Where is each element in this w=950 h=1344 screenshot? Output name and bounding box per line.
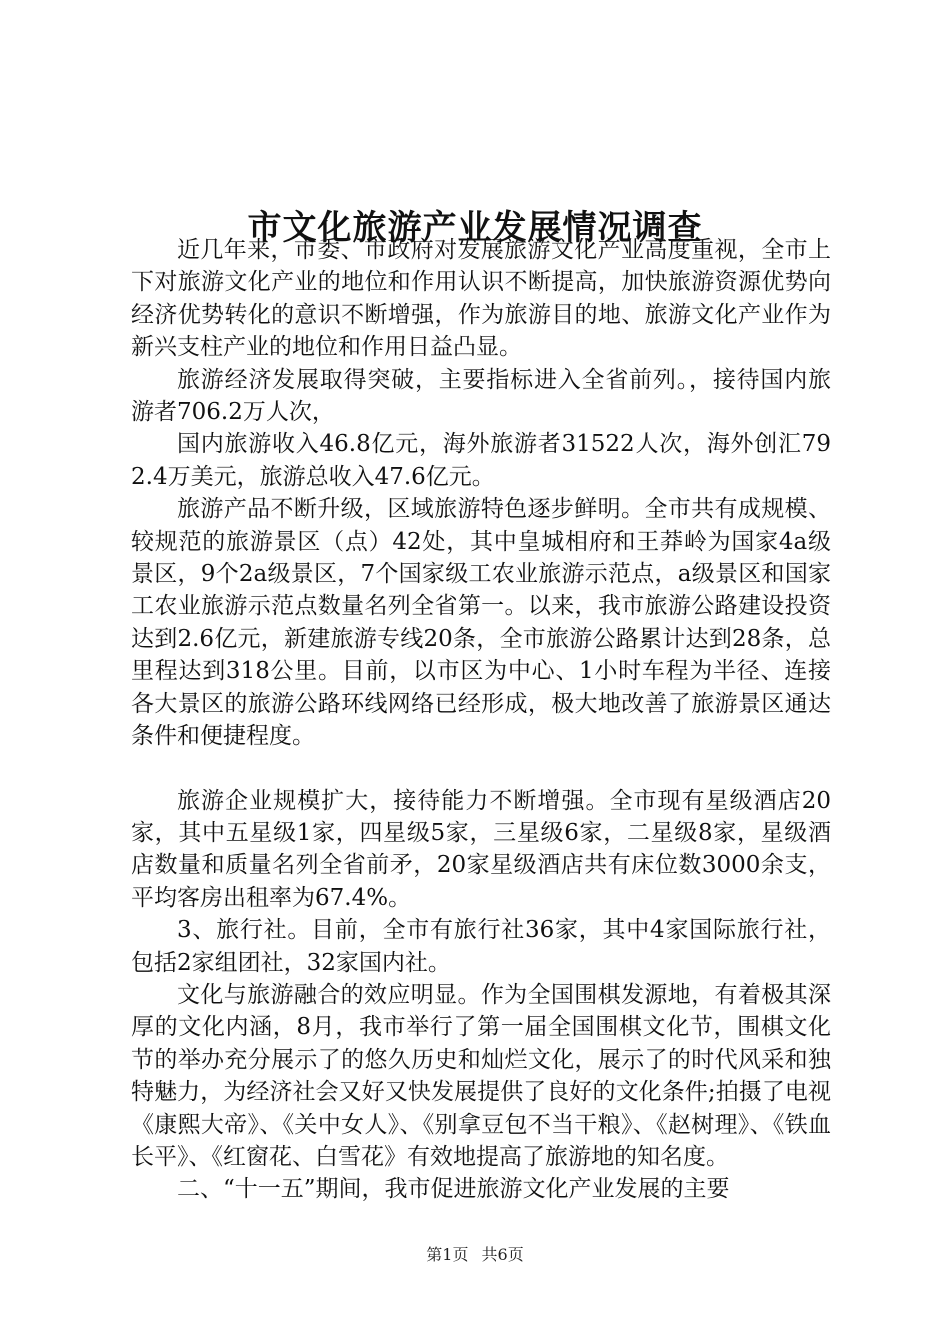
page-number: 第1页 [426,1245,469,1264]
page-footer [0,1245,950,1265]
page-total: 共6页 [481,1245,524,1264]
paragraph: 旅游产品不断升级，区域旅游特色逐步鲜明。全市共有成规模、较规范的旅游景区（点）42处，其中皇城相府和王莽岭为国家4a级景区，9个2a级景区，7个国家级工农业旅游示范点，a级景区和国家工农业旅游示范点数量名列全省第一。以来，我市旅游公路建设投资达到2.6亿元，新建旅游专线20条，全市旅游公路累计达到28条，总里程达到318公里。目前，以市区为中心、1小时车程为半径、连接各大景区的旅游公路环线网络已经形成，极大地改善了旅游景区通达条件和便捷程度。 [131,496,831,750]
paragraph: 旅游经济发展取得突破，主要指标进入全省前列。，接待国内旅游者706.2万人次， [131,366,831,426]
paragraph: 文化与旅游融合的效应明显。作为全国围棋发源地，有着极其深厚的文化内涵，8月，我市举行了第一届全国围棋文化节，围棋文化节的举办充分展示了的悠久历史和灿烂文化，展示了的时代风采和独特魅力，为经济社会又好又快发展提供了良好的文化条件;拍摄了电视《康熙大帝》、《关中女人》、《别拿豆包不当干粮》、《赵树理》、《铁血长平》、《红窗花、白雪花》有效地提高了旅游地的知名度。 [131,981,831,1170]
paragraph: 国内旅游收入46.8亿元，海外旅游者31522人次，海外创汇792.4万美元，旅游总收入47.6亿元。 [131,431,831,490]
paragraph: 近几年来，市委、市政府对发展旅游文化产业高度重视，全市上下对旅游文化产业的地位和作用认识不断提高，加快旅游资源优势向经济优势转化的意识不断增强，作为旅游目的地、旅游文化产业作为新兴支柱产业的地位和作用日益凸显。 [131,237,831,361]
document-body [131,234,831,1206]
paragraph: 旅游企业规模扩大，接待能力不断增强。全市现有星级酒店20家，其中五星级1家，四星级5家，三星级6家，二星级8家，星级酒店数量和质量名列全省前矛，20家星级酒店共有床位数3000余支，平均客房出租率为67.4%。 [131,787,831,911]
paragraph: 3、旅行社。目前，全市有旅行社36家，其中4家国际旅行社，包括2家组团社，32家国内社。 [131,917,831,976]
document-title: 市文化旅游产业发展情况调查 [247,207,703,248]
paragraph: 二、“十一五”期间，我市促进旅游文化产业发展的主要 [177,1176,730,1203]
